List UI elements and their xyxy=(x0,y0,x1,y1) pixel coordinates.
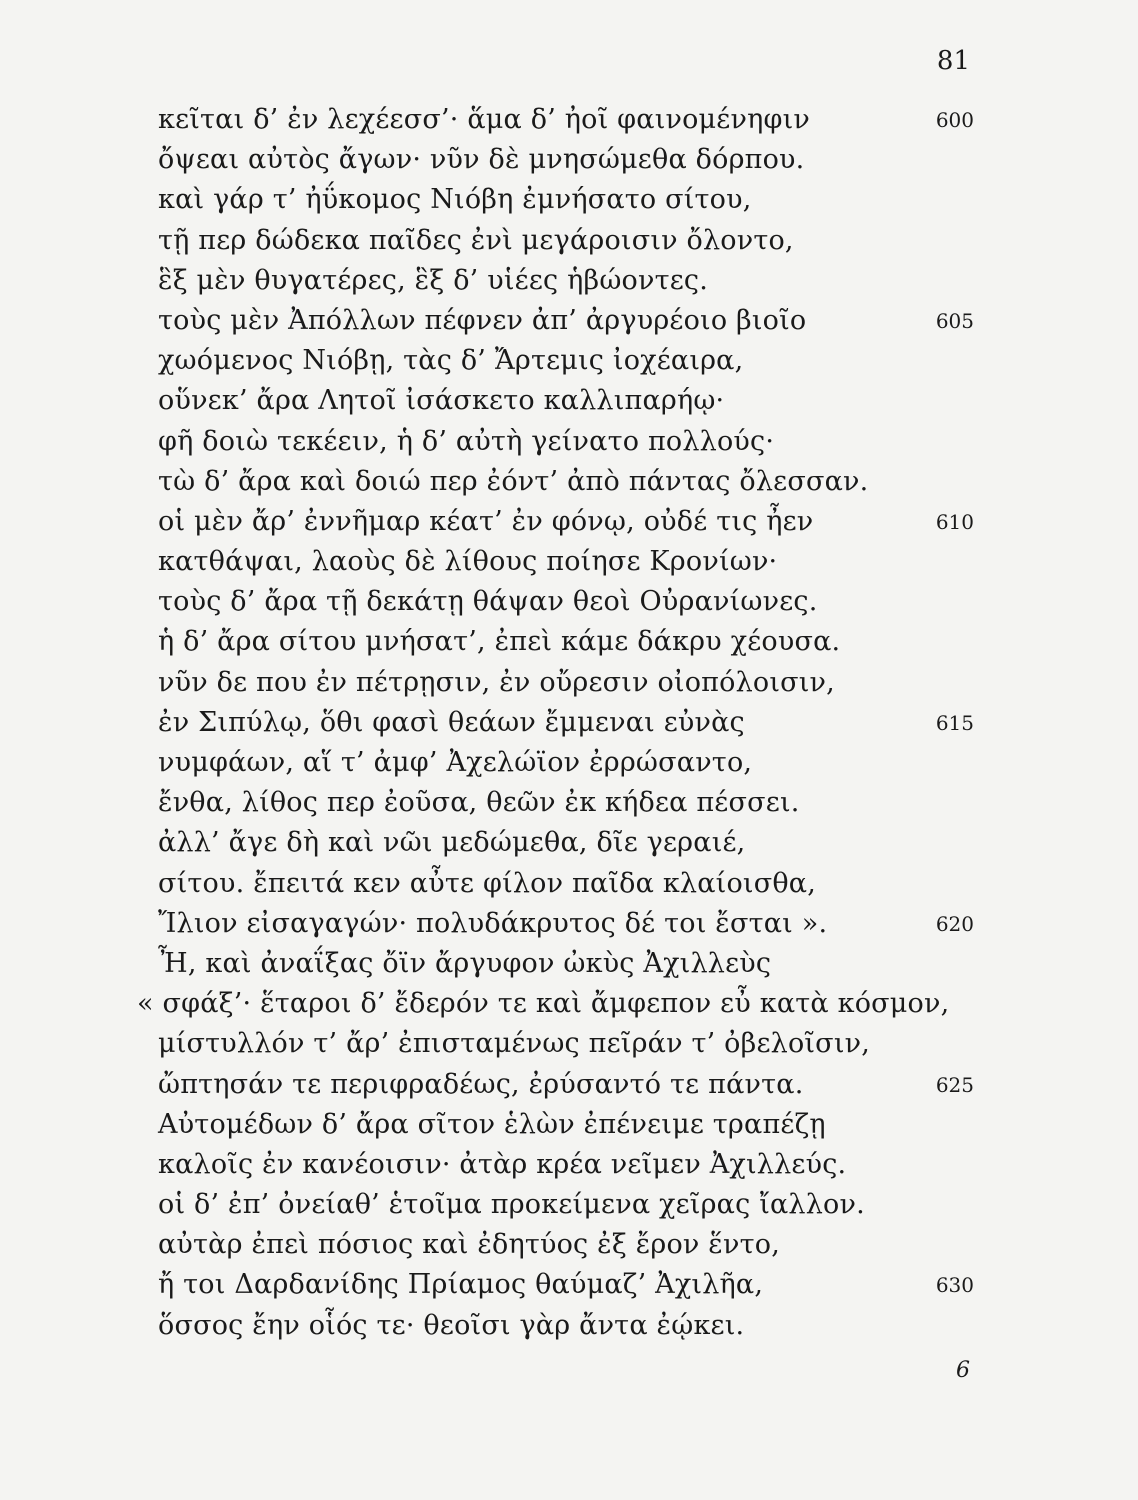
verse-text: αὐτὰρ ἐπεὶ πόσιος καὶ ἐδητύος ἐξ ἔρον ἕντο, xyxy=(158,1229,780,1261)
verse-line xyxy=(0,422,1138,462)
line-number: 615 xyxy=(935,710,974,735)
verse-line xyxy=(0,703,1138,743)
verse-text: ὤπτησάν τε περιφραδέως, ἐρύσαντό τε πάντα. xyxy=(158,1068,804,1100)
verse-line xyxy=(0,663,1138,703)
verse-line xyxy=(0,261,1138,301)
verse-text: οἱ δ’ ἐπ’ ὀνείαθ’ ἑτοῖμα προκείμενα χεῖρας ἴαλλον. xyxy=(158,1189,865,1221)
line-number: 630 xyxy=(935,1273,974,1298)
verse-line xyxy=(0,542,1138,582)
verse-text: τῇ περ δώδεκα παῖδες ἐνὶ μεγάροισιν ὄλοντο, xyxy=(158,224,794,256)
verse-line xyxy=(0,1265,1138,1305)
verse-block xyxy=(0,100,1138,1346)
verse-line xyxy=(0,823,1138,863)
verse-text: μίστυλλόν τ’ ἄρ’ ἐπισταμένως πεῖράν τ’ ὀβελοῖσιν, xyxy=(158,1028,870,1060)
verse-line xyxy=(0,1105,1138,1145)
verse-line xyxy=(0,381,1138,421)
verse-line xyxy=(0,221,1138,261)
page-number: 81 xyxy=(936,46,970,76)
verse-text: ἡ δ’ ἄρα σίτου μνήσατ’, ἐπεὶ κάμε δάκρυ χέουσα. xyxy=(158,626,841,658)
verse-text: ἀλλ’ ἄγε δὴ καὶ νῶι μεδώμεθα, δῖε γεραιέ, xyxy=(158,827,746,859)
verse-text: σίτου. ἔπειτά κεν αὖτε φίλον παῖδα κλαίοισθα, xyxy=(158,867,817,899)
verse-line xyxy=(0,984,1138,1024)
line-number: 605 xyxy=(935,308,974,333)
verse-line xyxy=(0,502,1138,542)
verse-line xyxy=(0,462,1138,502)
verse-text: τοὺς δ’ ἄρα τῇ δεκάτῃ θάψαν θεοὶ Οὐρανίωνες. xyxy=(158,586,818,618)
verse-line xyxy=(0,1065,1138,1105)
verse-line xyxy=(0,622,1138,662)
verse-text: ὄψεαι αὐτὸς ἄγων· νῦν δὲ μνησώμεθα δόρπου. xyxy=(158,144,805,176)
verse-text: νῦν δε που ἐν πέτρῃσιν, ἐν οὔρεσιν οἰοπόλοισιν, xyxy=(158,666,835,698)
verse-line xyxy=(0,783,1138,823)
verse-text: Ἴλιον εἰσαγαγών· πολυδάκρυτος δέ τοι ἔσται ». xyxy=(158,907,828,939)
line-number: 600 xyxy=(935,108,974,132)
signature-mark: 6 xyxy=(956,1358,970,1383)
verse-line xyxy=(0,1145,1138,1185)
verse-text: ἔνθα, λίθος περ ἐοῦσα, θεῶν ἐκ κήδεα πέσσει. xyxy=(158,787,800,819)
verse-line xyxy=(0,1024,1138,1064)
verse-text: νυμφάων, αἵ τ’ ἀμφ’ Ἀχελώϊον ἐρρώσαντο, xyxy=(158,747,753,778)
verse-line xyxy=(0,864,1138,904)
verse-text: τὼ δ’ ἄρα καὶ δοιώ περ ἐόντ’ ἀπὸ πάντας ὄλεσσαν. xyxy=(158,465,869,497)
verse-line xyxy=(0,1306,1138,1346)
verse-line xyxy=(0,944,1138,984)
verse-line xyxy=(0,582,1138,622)
verse-line xyxy=(0,1225,1138,1265)
verse-line xyxy=(0,341,1138,381)
line-number: 610 xyxy=(935,509,974,534)
verse-text: οἱ μὲν ἄρ’ ἐννῆμαρ κέατ’ ἐν φόνῳ, οὐδέ τις ἦεν xyxy=(158,505,814,537)
verse-line xyxy=(0,301,1138,341)
line-number: 620 xyxy=(935,911,974,936)
verse-text: οὕνεκ’ ἄρα Λητοῖ ἰσάσκετο καλλιπαρήῳ· xyxy=(158,385,725,417)
verse-text: τοὺς μὲν Ἀπόλλων πέφνεν ἀπ’ ἀργυρέοιο βιοῖο xyxy=(158,304,807,336)
verse-text: κατθάψαι, λαοὺς δὲ λίθους ποίησε Κρονίων· xyxy=(158,546,778,578)
line-number: 625 xyxy=(935,1072,974,1097)
verse-text: Αὐτομέδων δ’ ἄρα σῖτον ἑλὼν ἐπένειμε τραπέζῃ xyxy=(158,1108,826,1140)
verse-text: ἐν Σιπύλῳ, ὅθι φασὶ θεάων ἔμμεναι εὐνὰς xyxy=(158,706,745,738)
verse-text: « σφάξ’· ἕταροι δ’ ἔδερόν τε καὶ ἄμφεπον εὖ κατὰ κόσμον, xyxy=(137,988,950,1020)
verse-text: καλοῖς ἐν κανέοισιν· ἀτὰρ κρέα νεῖμεν Ἀχιλλεύς. xyxy=(158,1148,847,1180)
verse-line xyxy=(0,180,1138,220)
verse-text: κεῖται δ’ ἐν λεχέεσσ’· ἅμα δ’ ἠοῖ φαινομένηφιν xyxy=(158,104,810,135)
verse-line xyxy=(0,904,1138,944)
verse-line xyxy=(0,140,1138,180)
verse-text: ἓξ μὲν θυγατέρες, ἓξ δ’ υἱέες ἡβώοντες. xyxy=(158,264,709,296)
verse-text: καὶ γάρ τ’ ἠΰκομος Νιόβη ἐμνήσατο σίτου, xyxy=(158,184,752,216)
verse-line xyxy=(0,100,1138,140)
verse-text: ὅσσος ἔην οἷός τε· θεοῖσι γὰρ ἄντα ἐῴκει. xyxy=(158,1309,745,1341)
verse-text: ἤ τοι Δαρδανίδης Πρίαμος θαύμαζ’ Ἀχιλῆα, xyxy=(158,1269,764,1301)
verse-line xyxy=(0,1185,1138,1225)
verse-text: φῆ δοιὼ τεκέειν, ἡ δ’ αὐτὴ γείνατο πολλούς· xyxy=(158,425,775,457)
verse-text: Ἦ, καὶ ἀναΐξας ὄϊν ἄργυφον ὠκὺς Ἀχιλλεὺς xyxy=(158,947,772,979)
verse-text: χωόμενος Νιόβῃ, τὰς δ’ Ἄρτεμις ἰοχέαιρα, xyxy=(158,345,744,377)
verse-line xyxy=(0,743,1138,783)
